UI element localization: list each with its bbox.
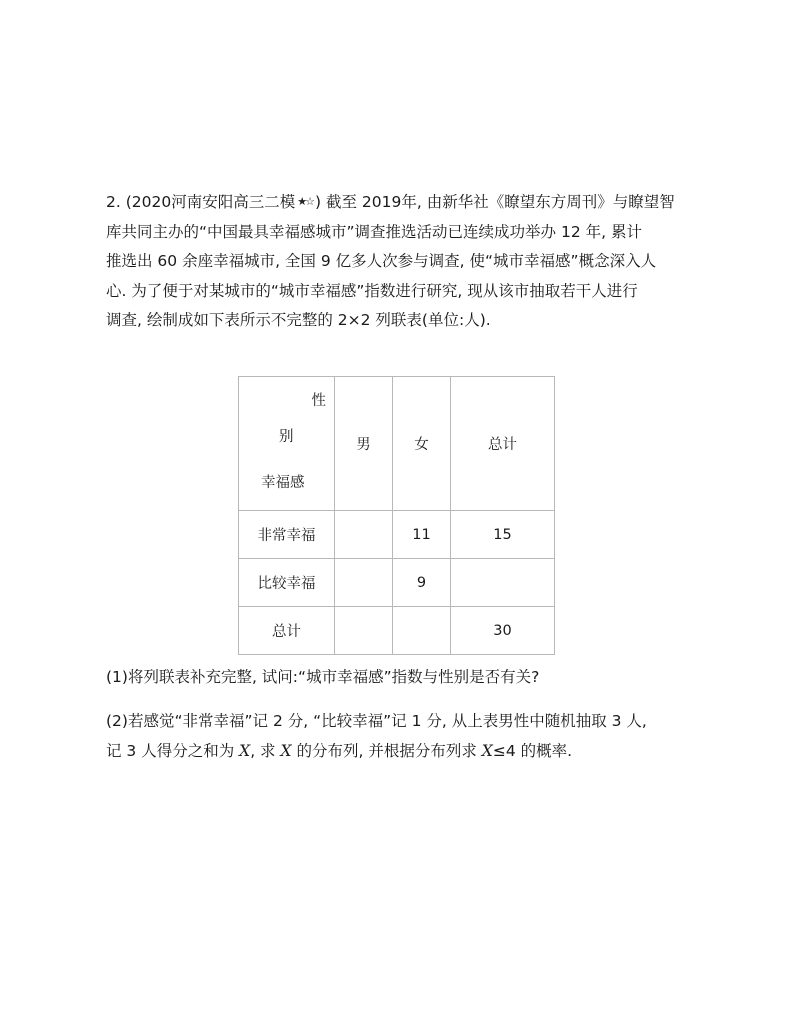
question-2-text-b: , 求 (250, 742, 276, 760)
cell-total: 15 (451, 511, 555, 559)
sub-questions (106, 662, 706, 766)
problem-line-4: 心. 为了便于对某城市的“城市幸福感”指数进行研究, 现从该市抽取若干人进行 (106, 281, 638, 300)
question-2-line-2 (106, 736, 706, 766)
problem-line-2: 库共同主办的“中国最具幸福感城市”调查推选活动已连续成功举办 12 年, 累计 (106, 222, 642, 241)
contingency-table (238, 376, 555, 655)
question-2-text-a: 记 3 人得分之和为 (106, 742, 235, 760)
table-row (239, 559, 555, 607)
question-2-text-c: 的分布列, 并根据分布列求 (296, 742, 477, 760)
problem-source: (2020河南安阳高三二模 (125, 193, 296, 211)
table-header-row (239, 377, 555, 511)
problem-source-close: ) (314, 193, 322, 211)
question-2-text-d: ≤4 的概率. (492, 742, 573, 760)
question-2-line-1: (2)若感觉“非常幸福”记 2 分, “比较幸福”记 1 分, 从上表男性中随机抽取 3 人, (106, 712, 647, 730)
table-row (239, 607, 555, 655)
variable-x: X (481, 742, 493, 760)
cell-male (335, 511, 393, 559)
row-label: 比较幸福 (239, 559, 335, 607)
header-gender-char-1: 性 (311, 393, 326, 409)
cell-total: 30 (451, 607, 555, 655)
diagonal-header-cell (239, 377, 335, 511)
cell-female: 11 (393, 511, 451, 559)
question-1: (1)将列联表补充完整, 试问:“城市幸福感”指数与性别是否有关? (106, 668, 540, 686)
header-gender-char-2: 别 (279, 429, 294, 445)
table-row (239, 511, 555, 559)
problem-line-3: 推选出 60 余座幸福城市, 全国 9 亿多人次参与调查, 使“城市幸福感”概念深入人 (106, 252, 657, 270)
contingency-table-container (238, 376, 555, 655)
header-happiness: 幸福感 (261, 475, 305, 491)
cell-total (451, 559, 555, 607)
cell-male (335, 607, 393, 655)
problem-line-1-text: 截至 2019年, 由新华社《瞭望东方周刊》与瞭望智 (325, 193, 675, 211)
column-header-male: 男 (335, 377, 393, 511)
column-header-total: 总计 (451, 377, 555, 511)
problem-line-1 (106, 187, 696, 218)
cell-female: 9 (393, 559, 451, 607)
cell-male (335, 559, 393, 607)
problem-statement (106, 187, 696, 336)
variable-x: X (280, 742, 292, 760)
problem-number: 2. (106, 193, 121, 211)
difficulty-stars-icon: ★☆ (297, 195, 313, 208)
row-label: 非常幸福 (239, 511, 335, 559)
column-header-female: 女 (393, 377, 451, 511)
variable-x: X (239, 742, 251, 760)
problem-line-5: 调查, 绘制成如下表所示不完整的 2×2 列联表(单位:人). (106, 311, 491, 329)
row-label: 总计 (239, 607, 335, 655)
question-2 (106, 706, 706, 766)
cell-female (393, 607, 451, 655)
